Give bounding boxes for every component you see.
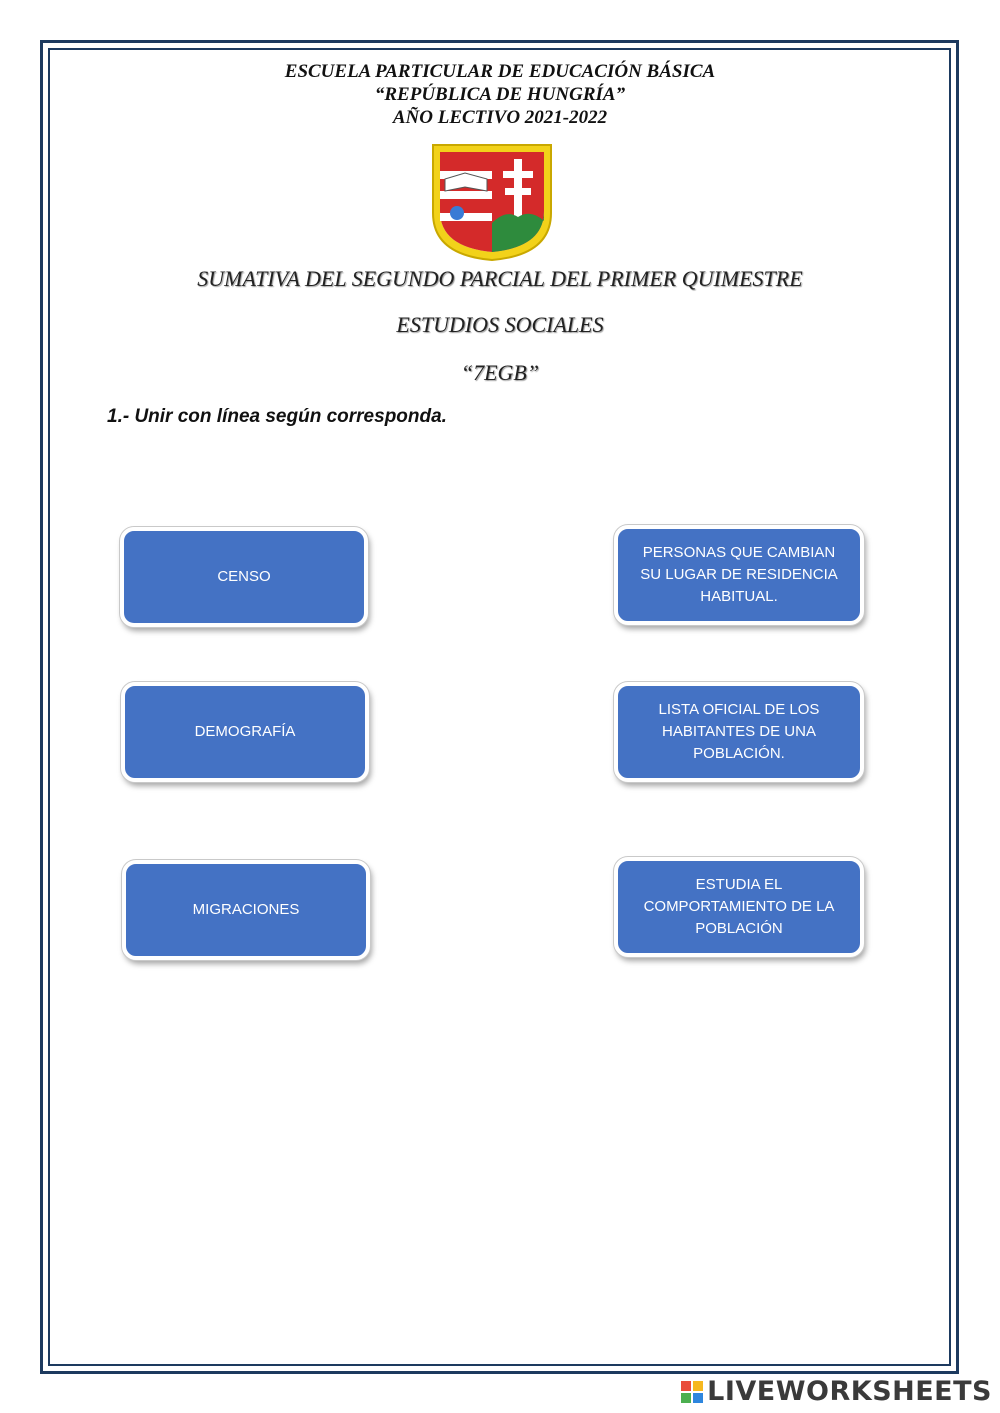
school-subtitle: “REPÚBLICA DE HUNGRÍA” xyxy=(374,84,626,105)
exam-title: SUMATIVA DEL SEGUNDO PARCIAL DEL PRIMER QUIMESTRE xyxy=(197,266,803,291)
school-shield-logo xyxy=(431,143,553,261)
watermark-text: LIVEWORKSHEETS xyxy=(707,1376,992,1407)
definition-card-3[interactable]: ESTUDIA EL COMPORTAMIENTO DE LA POBLACIÓN xyxy=(614,857,864,957)
instruction-text: 1.- Unir con línea según corresponda. xyxy=(107,406,447,427)
liveworksheets-logo-icon xyxy=(681,1381,703,1403)
subject-title: ESTUDIOS SOCIALES xyxy=(396,312,604,337)
term-card-censo[interactable]: CENSO xyxy=(120,527,368,627)
term-card-demografia[interactable]: DEMOGRAFÍA xyxy=(121,682,369,782)
definition-card-2[interactable]: LISTA OFICIAL DE LOS HABITANTES DE UNA POBLACIÓN. xyxy=(614,682,864,782)
school-year: AÑO LECTIVO 2021-2022 xyxy=(392,107,608,128)
liveworksheets-watermark xyxy=(681,1376,992,1407)
grade-title: “7EGB” xyxy=(460,360,540,385)
definition-card-1[interactable]: PERSONAS QUE CAMBIAN SU LUGAR DE RESIDENCIA HABITUAL. xyxy=(614,525,864,625)
term-card-migraciones[interactable]: MIGRACIONES xyxy=(122,860,370,960)
school-name: ESCUELA PARTICULAR DE EDUCACIÓN BÁSICA xyxy=(284,61,716,82)
